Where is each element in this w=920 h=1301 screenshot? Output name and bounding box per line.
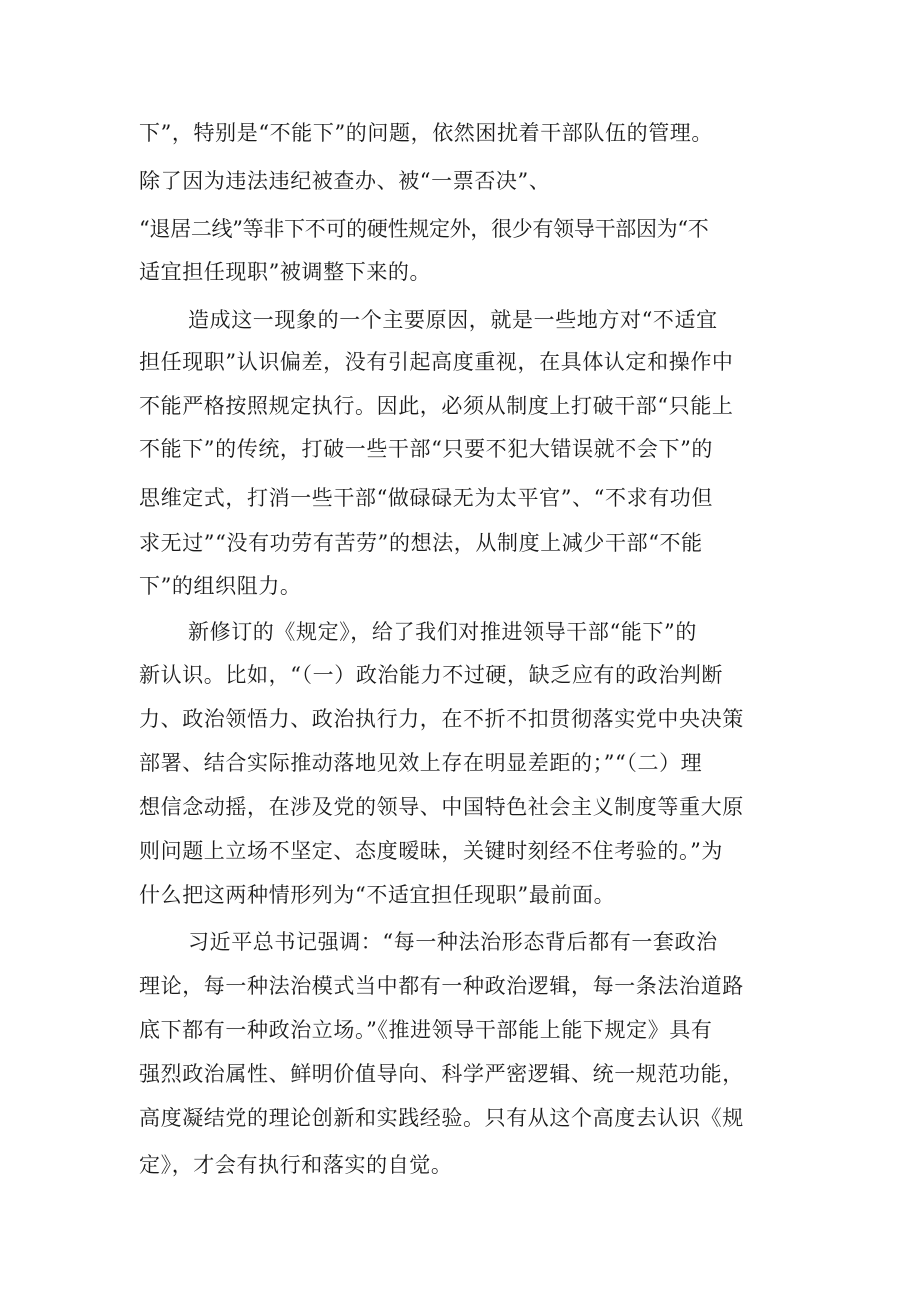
text-line: 习近平总书记强调：“每一种法治形态背后都有一套政治: [188, 930, 718, 954]
text-line: 强烈政治属性、鲜明价值导向、科学严密逻辑、统一规范功能，: [139, 1062, 744, 1086]
text-line: 新认识。比如，“（一）政治能力不过硬，缺乏应有的政治判断: [139, 663, 724, 687]
text-line: 适宜担任现职”被调整下来的。: [139, 260, 432, 284]
text-line: 力、政治领悟力、政治执行力，在不折不扣贯彻落实党中央决策: [139, 707, 744, 731]
text-line: 底下都有一种政治立场。”《推进领导干部能上能下规定》具有: [139, 1018, 713, 1042]
text-line: 求无过”“没有功劳有苦劳”的想法，从制度上减少干部“不能: [139, 531, 703, 555]
text-line: 不能严格按照规定执行。因此，必须从制度上打破干部“只能上: [139, 394, 734, 418]
text-line: 部署、结合实际推动落地见效上存在明显差距的；”“（二）理: [139, 751, 703, 775]
text-line: 担任现职”认识偏差，没有引起高度重视，在具体认定和操作中: [139, 350, 734, 374]
text-line: 思维定式，打消一些干部“做碌碌无为太平官”、“不求有功但: [139, 486, 714, 510]
text-line: 想信念动摇，在涉及党的领导、中国特色社会主义制度等重大原: [139, 795, 744, 819]
text-line: 什么把这两种情形列为“不适宜担任现职”最前面。: [139, 883, 616, 907]
text-line: 新修订的《规定》，给了我们对推进领导干部“能下”的: [188, 620, 697, 644]
text-line: 理论，每一种法治模式当中都有一种政治逻辑，每一条法治道路: [139, 974, 744, 998]
text-line: “退居二线”等非下不可的硬性规定外，很少有领导干部因为“不: [139, 217, 709, 241]
text-line: 除了因为违法违纪被查办、被“一票否决”、: [139, 169, 551, 193]
text-line: 下”的组织阻力。: [139, 574, 302, 598]
text-line: 下”，特别是“不能下”的问题，依然困扰着干部队伍的管理。: [139, 121, 714, 145]
text-line: 高度凝结党的理论创新和实践经验。只有从这个高度去认识《规: [139, 1106, 744, 1130]
text-line: 不能下”的传统，打破一些干部“只要不犯大错误就不会下”的: [139, 437, 714, 461]
text-line: 造成这一现象的一个主要原因，就是一些地方对“不适宜: [188, 308, 718, 332]
text-line: 定》，才会有执行和落实的自觉。: [139, 1153, 453, 1177]
text-line: 则问题上立场不坚定、态度暧昧，关键时刻经不住考验的。”为: [139, 839, 724, 863]
